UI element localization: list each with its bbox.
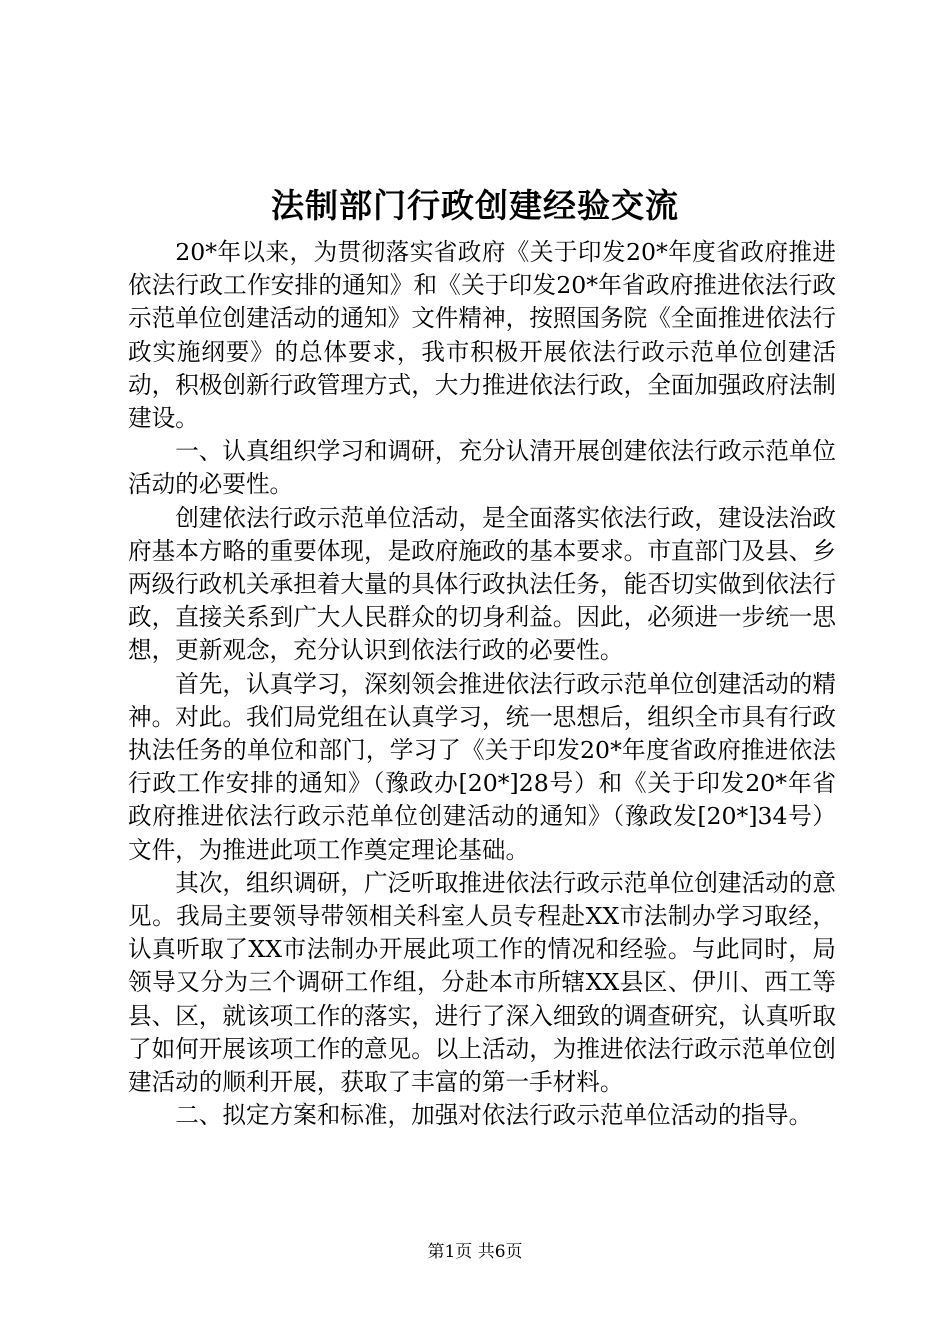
paragraph-necessity: 创建依法行政示范单位活动，是全面落实依法行政，建设法治政府基本方略的重要体现，是政府施政的基本要求。市直部门及县、乡两级行政机关承担着大量的具体行政执法任务，能否切实做到依法行政，直接关系到广大人民群众的切身利益。因此，必须进一步统一思想，更新观念，充分认识到依法行政的必要性。 <box>128 503 836 665</box>
paragraph-section-2-heading: 二、拟定方案和标准，加强对依法行政示范单位活动的指导。 <box>175 1101 813 1130</box>
paragraph-first-study: 首先，认真学习，深刻领会推进依法行政示范单位创建活动的精神。对此。我们局党组在认真学习，统一思想后，组织全市具有行政执法任务的单位和部门，学习了《关于印发20*年度省政府推进依法行政工作安排的通知》（豫政办[20*]28号）和《关于印发20*年省政府推进依法行政示范单位创建活动的通知》（豫政发[20*]34号）文件，为推进此项工作奠定理论基础。 <box>128 669 836 864</box>
document-title: 法制部门行政创建经验交流 <box>271 186 679 225</box>
paragraph-second-research: 其次，组织调研，广泛听取推进依法行政示范单位创建活动的意见。我局主要领导带领相关科室人员专程赴XX市法制办学习取经，认真听取了XX市法制办开展此项工作的情况和经验。与此同时，局领导又分为三个调研工作组，分赴本市所辖XX县区、伊川、西工等县、区，就该项工作的落实，进行了深入细致的调查研究，认真听取了如何开展该项工作的意见。以上活动，为推进依法行政示范单位创建活动的顺利开展，获取了丰富的第一手材料。 <box>128 868 836 1097</box>
page-number-footer: 第1页 共6页 <box>427 1242 523 1262</box>
paragraph-intro: 20*年以来，为贯彻落实省政府《关于印发20*年度省政府推进依法行政工作安排的通知》和《关于印发20*年省政府推进依法行政示范单位创建活动的通知》文件精神，按照国务院《全面推进依法行政实施纲要》的总体要求，我市积极开展依法行政示范单位创建活动，积极创新行政管理方式，大力推进依法行政，全面加强政府法制建设。 <box>128 238 836 433</box>
document-body <box>128 236 836 1132</box>
paragraph-section-1-heading: 一、认真组织学习和调研，充分认清开展创建依法行政示范单位活动的必要性。 <box>128 437 836 499</box>
